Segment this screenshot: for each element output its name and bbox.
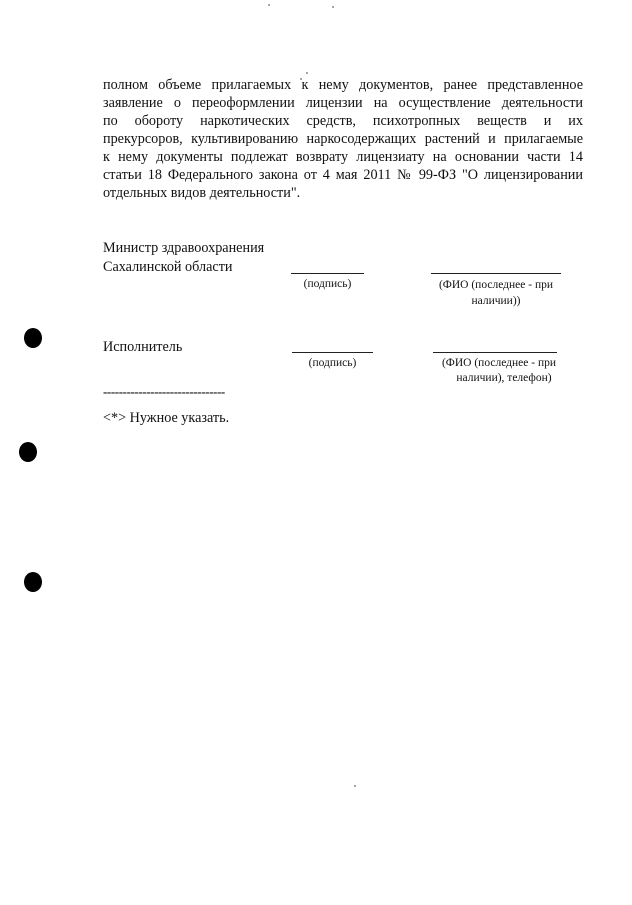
paragraph-line: заявление о переоформлении лицензии на осуществление деятельности	[103, 95, 583, 111]
minister-signature-caption: (подпись)	[303, 278, 352, 290]
scan-speck	[354, 785, 356, 787]
footnote: <*> Нужное указать.	[103, 410, 230, 426]
minister-title-line2: Сахалинской области	[103, 259, 233, 275]
main-paragraph	[103, 76, 583, 202]
minister-signature-line	[291, 273, 364, 274]
scan-speck	[306, 72, 308, 74]
executor-name-line	[433, 352, 557, 353]
minister-name-line	[431, 273, 561, 274]
footnote-separator: -------------------------------	[103, 384, 225, 399]
paragraph-line: по обороту наркотических средств, психотропных веществ и их	[103, 113, 583, 129]
scan-speck	[268, 4, 270, 6]
paragraph-line: к нему документы подлежат возврату лицензиату на основании части 14	[103, 149, 583, 165]
executor-title: Исполнитель	[103, 339, 183, 355]
binder-hole-bottom	[24, 572, 42, 592]
minister-name-caption-line1: (ФИО (последнее - при	[438, 279, 554, 291]
executor-name-caption-line2: наличии), телефон)	[456, 372, 552, 384]
scan-speck	[332, 6, 334, 8]
binder-hole-top	[24, 328, 42, 348]
paragraph-line: отдельных видов деятельности".	[103, 185, 301, 201]
paragraph-line: статьи 18 Федерального закона от 4 мая 2011 № 99-ФЗ "О лицензировании	[103, 167, 583, 183]
executor-signature-caption: (подпись)	[308, 357, 357, 369]
minister-name-caption-line2: наличии))	[471, 295, 521, 307]
paragraph-line: прекурсоров, культивированию наркосодержащих растений и прилагаемые	[103, 131, 583, 147]
paragraph-line: полном объеме прилагаемых к нему документов, ранее представленное	[103, 77, 583, 93]
executor-name-caption-line1: (ФИО (последнее - при	[441, 357, 557, 369]
binder-hole-middle	[19, 442, 37, 462]
minister-title-line1: Министр здравоохранения	[103, 240, 265, 256]
executor-signature-line	[292, 352, 373, 353]
